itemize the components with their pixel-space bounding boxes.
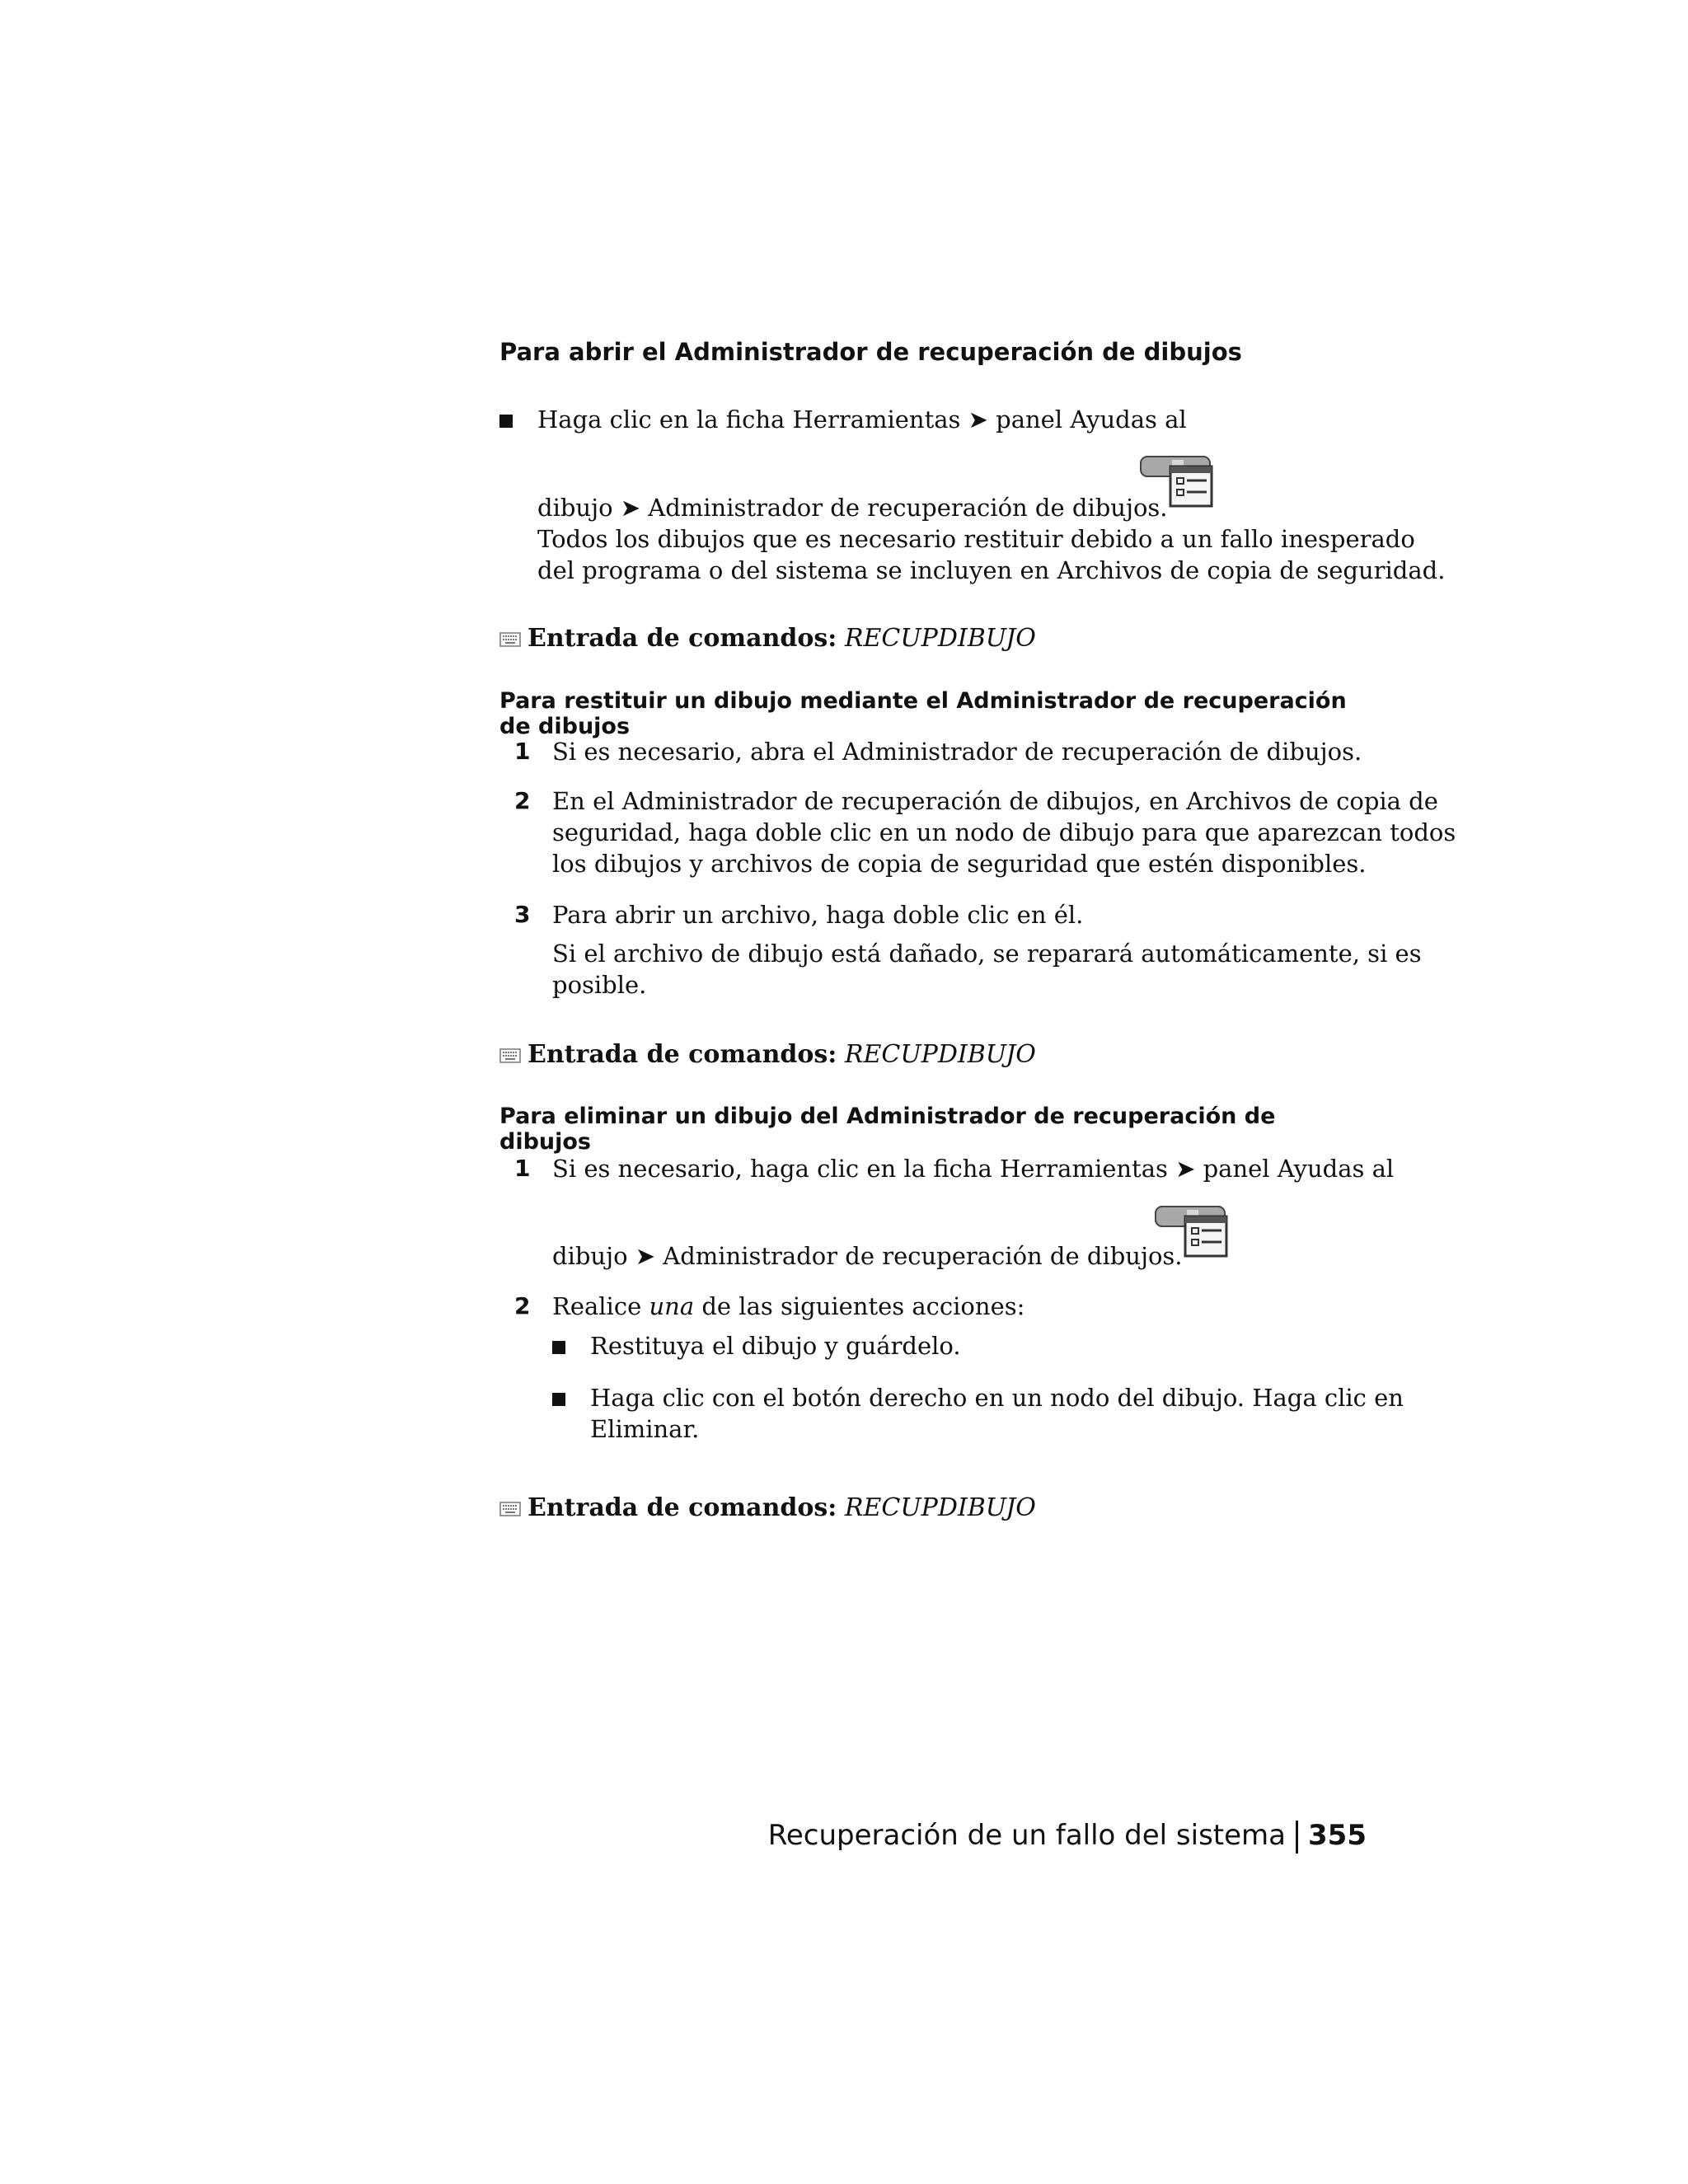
command-value: RECUPDIBUJO <box>844 1493 1036 1522</box>
step-text: Si es necesario, haga clic en la ficha Herramientas ➤ panel Ayudas al <box>552 1155 1395 1183</box>
footer-title: Recuperación de un fallo del sistema <box>767 1819 1287 1852</box>
section1-bullet-line1: Haga clic en la ficha Herramientas ➤ panel Ayudas al <box>537 405 1187 434</box>
step-text: Realice una de las siguientes acciones: <box>552 1292 1025 1320</box>
step-text: En el Administrador de recuperación de dibujos, en Archivos de copia de <box>552 787 1438 815</box>
step-text: Si es necesario, abra el Administrador de recuperación de dibujos. <box>552 738 1362 766</box>
footer-separator <box>1296 1821 1298 1854</box>
step-number: 3 <box>514 901 531 928</box>
sub-bullet-text: Restituya el dibujo y guárdelo. <box>590 1332 961 1360</box>
bullet-square <box>552 1393 565 1406</box>
section1-bullet-line2: dibujo ➤ Administrador de recuperación de dibujos. <box>537 494 1168 522</box>
step-number: 1 <box>514 738 531 765</box>
command-entry-1 <box>499 624 1036 653</box>
command-value: RECUPDIBUJO <box>844 624 1036 653</box>
command-label: Entrada de comandos: <box>528 1493 837 1522</box>
step-text: los dibujos y archivos de copia de seguridad que estén disponibles. <box>552 850 1367 878</box>
keyboard-icon <box>499 1502 521 1516</box>
step-text: Para abrir un archivo, haga doble clic en él. <box>552 901 1084 929</box>
keyboard-icon <box>499 1048 521 1063</box>
keyboard-icon <box>499 632 521 647</box>
step-text: dibujo ➤ Administrador de recuperación de dibujos. <box>552 1242 1183 1270</box>
section3-heading: Para eliminar un dibujo del Administrador de recuperación de dibujos <box>499 1104 1276 1155</box>
command-label: Entrada de comandos: <box>528 624 837 653</box>
page-number: 355 <box>1308 1819 1367 1852</box>
sub-bullet-text: Eliminar. <box>590 1415 700 1443</box>
step-number: 2 <box>514 787 531 814</box>
command-entry-3 <box>499 1493 1036 1522</box>
page-footer <box>768 1819 1367 1854</box>
command-value: RECUPDIBUJO <box>844 1040 1036 1069</box>
bullet-square <box>499 415 513 428</box>
step-number: 2 <box>514 1292 531 1319</box>
sub-bullet-text: Haga clic con el botón derecho en un nodo del dibujo. Haga clic en <box>590 1384 1404 1412</box>
step-note: posible. <box>552 971 647 999</box>
section2-heading: Para restituir un dibujo mediante el Administrador de recuperación de dibujos <box>499 688 1347 739</box>
section1-para-line1: Todos los dibujos que es necesario restituir debido a un fallo inesperado <box>537 525 1415 553</box>
bullet-square <box>552 1341 565 1354</box>
section1-heading: Para abrir el Administrador de recuperación de dibujos <box>499 338 1242 366</box>
step-note: Si el archivo de dibujo está dañado, se reparará automáticamente, si es <box>552 940 1422 968</box>
step-text: seguridad, haga doble clic en un nodo de dibujo para que aparezcan todos <box>552 818 1456 846</box>
section1-para-line2: del programa o del sistema se incluyen en Archivos de copia de seguridad. <box>537 556 1446 584</box>
step-number: 1 <box>514 1155 531 1182</box>
command-entry-2 <box>499 1040 1036 1069</box>
command-label: Entrada de comandos: <box>528 1040 837 1069</box>
